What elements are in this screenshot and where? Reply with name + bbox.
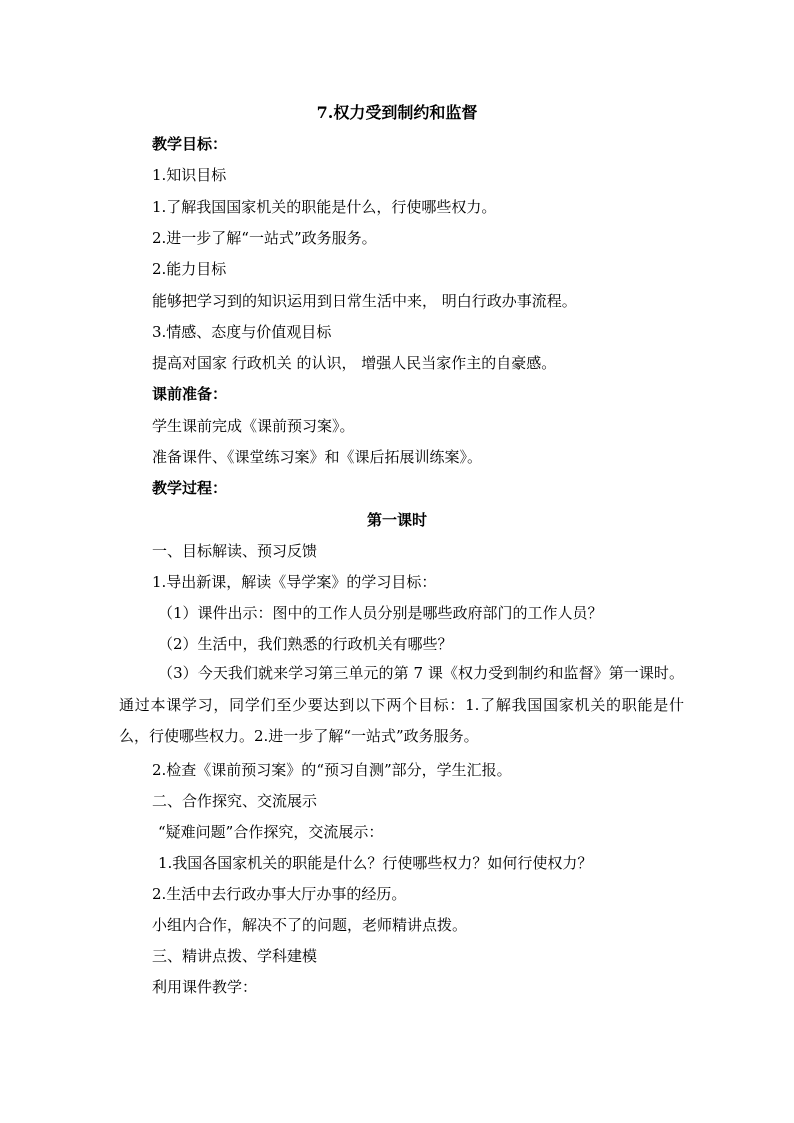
process-heading: 教学过程：: [152, 479, 228, 497]
step-1: 1.导出新课，解读《导学案》的学习目标：: [152, 573, 437, 591]
prep-item-2: 准备课件、《课堂练习案》和《课后拓展训练案》。: [152, 448, 483, 466]
knowledge-heading: 1.知识目标: [152, 166, 227, 184]
knowledge-item-1: 1.了解我国国家机关的职能是什么，行使哪些权力。: [152, 198, 497, 216]
explore-question-1: 1.我国各国家机关的职能是什么？行使哪些权力？如何行使权力？: [158, 854, 593, 872]
explore-question-2: 2.生活中去行政办事大厅办事的经历。: [152, 885, 407, 903]
ability-heading: 2.能力目标: [152, 260, 227, 278]
explore-intro: “疑难问题”合作探究，交流展示：: [158, 823, 384, 841]
step-1-a: （1）课件出示：图中的工作人员分别是哪些政府部门的工作人员？: [158, 604, 603, 622]
knowledge-item-2: 2.进一步了解“一站式”政务服务。: [152, 229, 377, 247]
courseware-line: 利用课件教学：: [152, 978, 258, 996]
step-1-b: （2）生活中，我们熟悉的行政机关有哪些？: [158, 635, 453, 653]
prep-heading: 课前准备：: [152, 385, 228, 403]
step-1-c-paragraph: （3）今天我们就来学习第三单元的第 7 课《权力受到制约和监督》第一课时。通过本课学习，同学们至少要达到以下两个目标：1.了解我国国家机关的职能是什么，行使哪些权力。2.进一步了解“一站式”政务服务。: [119, 664, 684, 745]
section-3-heading: 三、精讲点拨、学科建模: [152, 947, 318, 965]
prep-item-1: 学生课前完成《课前预习案》。: [152, 417, 355, 435]
lesson-heading: 第一课时: [366, 511, 427, 529]
ability-text: 能够把学习到的知识运用到日常生活中来， 明白行政办事流程。: [152, 292, 577, 310]
section-1-heading: 一、目标解读、预习反馈: [152, 542, 318, 560]
document-title: 7.权力受到制约和监督: [316, 103, 478, 122]
goals-heading: 教学目标：: [152, 135, 228, 153]
explore-note: 小组内合作，解决不了的问题，老师精讲点拨。: [152, 916, 468, 934]
emotion-heading: 3.情感、态度与价值观目标: [152, 323, 332, 341]
step-2: 2.检查《课前预习案》的“预习自测”部分，学生汇报。: [152, 761, 512, 779]
section-2-heading: 二、合作探究、交流展示: [152, 792, 318, 810]
emotion-text: 提高对国家 行政机关 的认识， 增强人民当家作主的自豪感。: [152, 354, 557, 372]
